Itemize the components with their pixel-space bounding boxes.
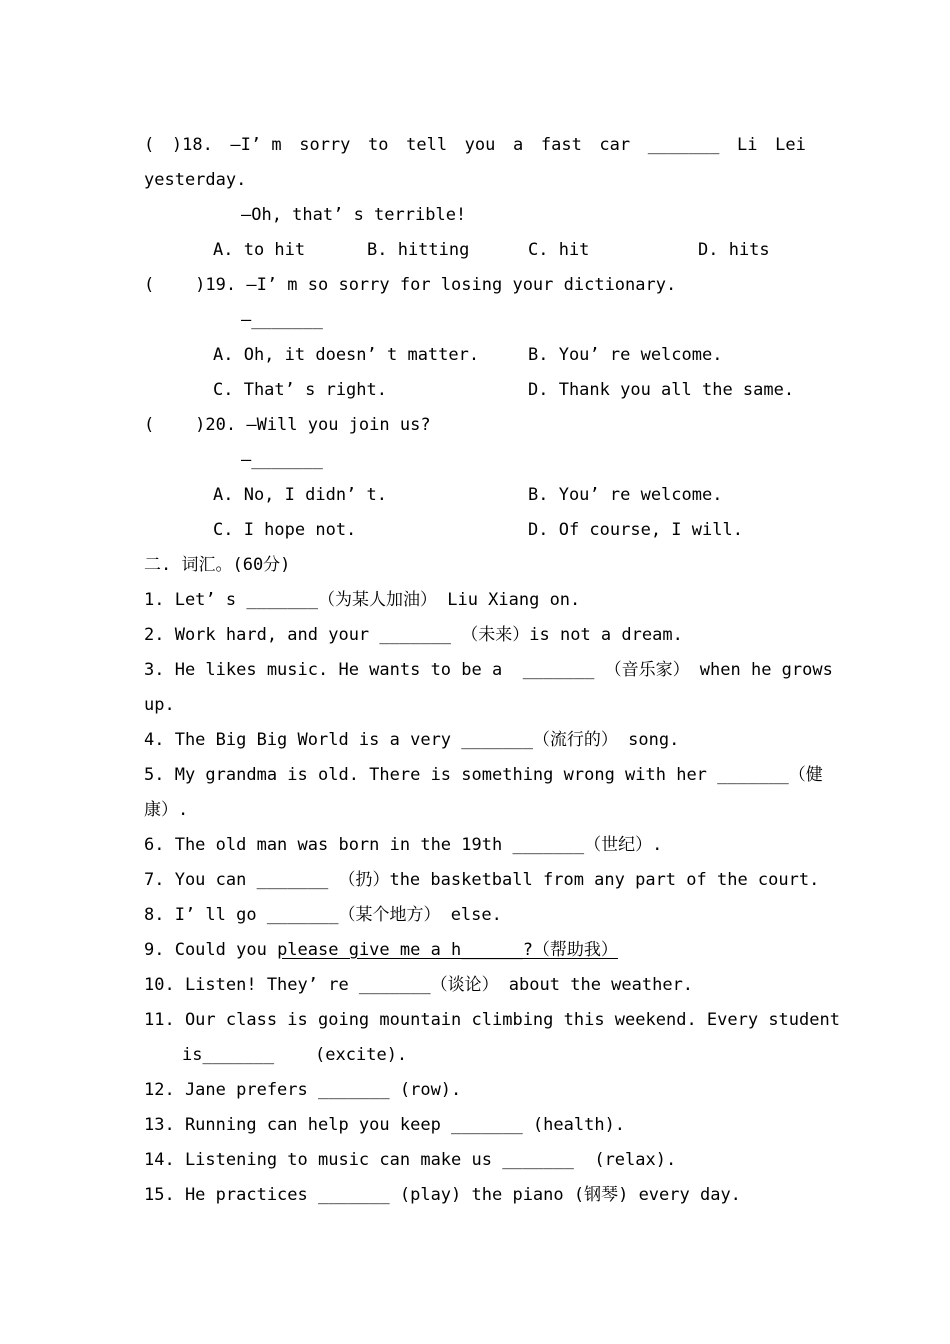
q20-options-row2 xyxy=(144,513,806,548)
q18-word: ( xyxy=(144,135,155,155)
vocab-item-9-prefix: 9. Could you xyxy=(144,940,278,960)
q18-word: you xyxy=(464,135,496,155)
q19-response: —_______ xyxy=(241,310,323,330)
q20-option-d: D. Of course, I will. xyxy=(528,520,743,540)
q18-option-d: D. hits xyxy=(698,240,770,260)
q20-response: —_______ xyxy=(241,450,323,470)
vocab-item: 1. Let’ s _______（为某人加油） Liu Xiang on. xyxy=(144,590,581,610)
q18-word: fast xyxy=(540,135,582,155)
q19-option-d: D. Thank you all the same. xyxy=(528,380,795,400)
vocab-item: 15. He practices _______ (play) the piano (钢琴) every day. xyxy=(144,1185,741,1205)
vocab-item-cont: is_______ (excite). xyxy=(182,1045,408,1065)
q18-word: Li xyxy=(737,135,758,155)
q18-word: sorry xyxy=(299,135,351,155)
q19-stem: ( )19. —I’ m so sorry for losing your dictionary. xyxy=(144,275,677,295)
q18-options xyxy=(144,233,806,268)
q18-response: —Oh, that’ s terrible! xyxy=(241,205,467,225)
q18-option-c: C. hit xyxy=(528,240,590,260)
q18-blank: _______ xyxy=(647,135,720,155)
q18-word: tell xyxy=(406,135,448,155)
q18-word: )18. xyxy=(171,135,213,155)
q20-options-row1 xyxy=(144,478,806,513)
worksheet-page xyxy=(144,128,840,1213)
vocab-item: 7. You can _______ （扔）the basketball from any part of the court. xyxy=(144,870,820,890)
vocab-item: 11. Our class is going mountain climbing this weekend. Every student xyxy=(144,1010,840,1030)
vocab-item: 13. Running can help you keep _______ (health). xyxy=(144,1115,626,1135)
q18-word: Lei xyxy=(775,135,806,155)
q18-stem xyxy=(144,128,806,163)
vocab-item: 8. I’ ll go _______（某个地方） else. xyxy=(144,905,502,925)
q20-option-b: B. You’ re welcome. xyxy=(528,485,723,505)
vocab-item-cont: 康）. xyxy=(144,800,189,820)
q19-option-c: C. That’ s right. xyxy=(213,380,387,400)
section-heading: 二. 词汇。(60分) xyxy=(144,555,291,575)
q18-option-b: B. hitting xyxy=(367,240,470,260)
vocab-item: 5. My grandma is old. There is something wrong with her _______（健 xyxy=(144,765,823,785)
vocab-item-cont: up. xyxy=(144,695,175,715)
vocab-item: 10. Listen! They’ re _______（谈论） about the weather. xyxy=(144,975,694,995)
vocab-item-9-underlined: please give me a h______?（帮助我） xyxy=(277,940,618,960)
q20-option-c: C. I hope not. xyxy=(213,520,357,540)
vocab-item: 2. Work hard, and your _______ （未来）is not a dream. xyxy=(144,625,683,645)
q18-option-a: A. to hit xyxy=(213,240,306,260)
vocab-item: 12. Jane prefers _______ (row). xyxy=(144,1080,462,1100)
q19-option-a: A. Oh, it doesn’ t matter. xyxy=(213,345,480,365)
vocab-item: 3. He likes music. He wants to be a _______ （音乐家） when he grows xyxy=(144,660,833,680)
q19-options-row2 xyxy=(144,373,806,408)
q18-word: to xyxy=(368,135,389,155)
q18-stem-cont: yesterday. xyxy=(144,170,247,190)
vocab-item: 6. The old man was born in the 19th _______（世纪）. xyxy=(144,835,663,855)
q18-word: —I’ m xyxy=(230,135,282,155)
vocab-item-9 xyxy=(144,933,806,968)
vocab-item: 4. The Big Big World is a very _______（流行的） song. xyxy=(144,730,680,750)
vocab-item: 14. Listening to music can make us _______ (relax). xyxy=(144,1150,677,1170)
q18-word: car xyxy=(599,135,631,155)
q19-option-b: B. You’ re welcome. xyxy=(528,345,723,365)
q20-option-a: A. No, I didn’ t. xyxy=(213,485,387,505)
q20-stem: ( )20. —Will you join us? xyxy=(144,415,431,435)
q19-options-row1 xyxy=(144,338,806,373)
q18-word: a xyxy=(513,135,524,155)
